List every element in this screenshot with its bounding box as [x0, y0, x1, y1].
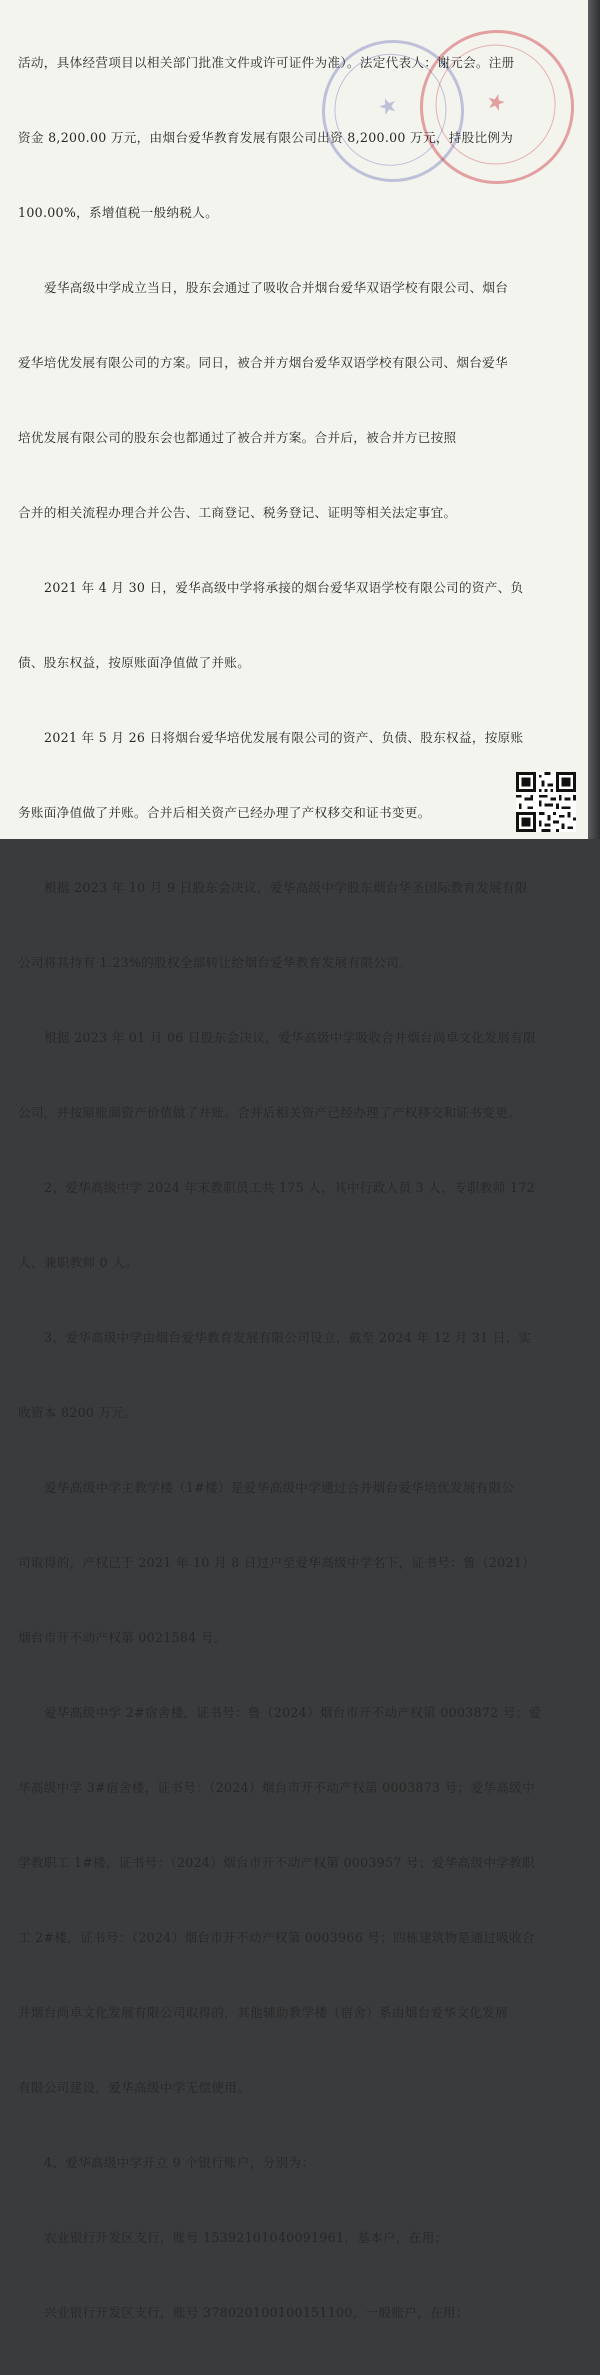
text-line: 华高级中学 3#宿舍楼，证书号：（2024）烟台市开不动产权第 0003873 号；爱华高级中	[18, 1780, 535, 1795]
text-line: 活动，具体经营项目以相关部门批准文件或许可证件为准）。法定代表人：谢元会。注册	[18, 55, 515, 70]
text-line: 爱华高级中学主教学楼（1#楼）是爱华高级中学通过合并烟台爱华培优发展有限公	[44, 1480, 515, 1495]
text-line: 有限公司建设，爱华高级中学无偿使用。	[18, 2080, 251, 2095]
text-line: 农业银行开发区支行，账号 15392101040091961，基本户，在用；	[44, 2230, 448, 2245]
text-line: 合并的相关流程办理合并公告、工商登记、税务登记、证明等相关法定事宜。	[18, 505, 457, 520]
text-line: 爱华高级中学成立当日，股东会通过了吸收合并烟台爱华双语学校有限公司、烟台	[44, 280, 509, 295]
text-line: 根据 2023 年 10 月 9 日股东会决议，爱华高级中学股东烟台华圣国际教育发展有限	[44, 880, 528, 895]
accountant-seal-stamp: ★	[403, 13, 592, 202]
text-line: 2、爱华高级中学 2024 年末教职员工共 175 人，其中行政人员 3 人，专职教师 172	[44, 1180, 535, 1195]
text-line: 并烟台尚卓文化发展有限公司取得的，其他辅助教学楼（宿舍）系由烟台爱华文化发展	[18, 2005, 508, 2020]
text-line: 爱华培优发展有限公司的方案。同日，被合并方烟台爱华双语学校有限公司、烟台爱华	[18, 355, 508, 370]
text-line: 4、爱华高级中学开立 9 个银行账户，分别为：	[44, 2155, 315, 2170]
text-line: 债、股东权益，按原账面净值做了并账。	[18, 655, 251, 670]
text-line: 烟台市开不动产权第 0021584 号。	[18, 1630, 227, 1645]
text-line: 2021 年 5 月 26 日将烟台爱华培优发展有限公司的资产、负债、股东权益，按原账	[44, 730, 524, 745]
text-line: 3、爱华高级中学由烟台爱华教育发展有限公司设立，截至 2024 年 12 月 31 日，实	[44, 1330, 532, 1345]
text-line: 资金 8,200.00 万元，由烟台爱华教育发展有限公司出资 8,200.00 万元，持股比例为	[18, 130, 514, 145]
text-line: 2021 年 4 月 30 日，爱华高级中学将承接的烟台爱华双语学校有限公司的资产、负	[44, 580, 524, 595]
text-line: 学教职工 1#楼，证书号：（2024）烟台市开不动产权第 0003957 号；爱华高级中学教职	[18, 1855, 535, 1870]
text-line: 100.00%，系增值税一般纳税人。	[18, 205, 218, 220]
page-edge-shadow	[588, 0, 600, 839]
text-line: 培优发展有限公司的股东会也都通过了被合并方案。合并后，被合并方已按照	[18, 430, 457, 445]
document-body	[18, 0, 572, 2375]
text-line: 务账面净值做了并账。合并后相关资产已经办理了产权移交和证书变更。	[18, 805, 431, 820]
qr-code-icon	[516, 772, 576, 832]
text-line: 根据 2023 年 01 月 06 日股东会决议，爱华高级中学吸收合并烟台尚卓文化发展有限	[44, 1030, 537, 1045]
text-line: 工 2#楼，证书号：（2024）烟台市开不动产权第 0003966 号；四栋建筑物是通过吸收合	[18, 1930, 535, 1945]
text-line: 爱华高级中学 2#宿舍楼，证书号：鲁（2024）烟台市开不动产权第 0003872 号；爱	[44, 1705, 542, 1720]
text-line: 公司将其持有 1.23%的股权全部转让给烟台爱华教育发展有限公司。	[18, 955, 412, 970]
text-line: 收资本 8200 万元。	[18, 1405, 138, 1420]
text-line: 公司，并按原账面资产价值做了并账。合并后相关资产已经办理了产权移交和证书变更。	[18, 1105, 521, 1120]
text-line: 人、兼职教师 0 人。	[18, 1255, 139, 1270]
text-line: 司取得的，产权已于 2021 年 10 月 8 日过户至爱华高级中学名下，证书号：鲁（2021）	[18, 1555, 535, 1570]
firm-seal-stamp: ★	[302, 20, 484, 202]
text-line: 兴业银行开发区支行，账号 378020100100151100，一般账户，在用；	[44, 2305, 469, 2320]
